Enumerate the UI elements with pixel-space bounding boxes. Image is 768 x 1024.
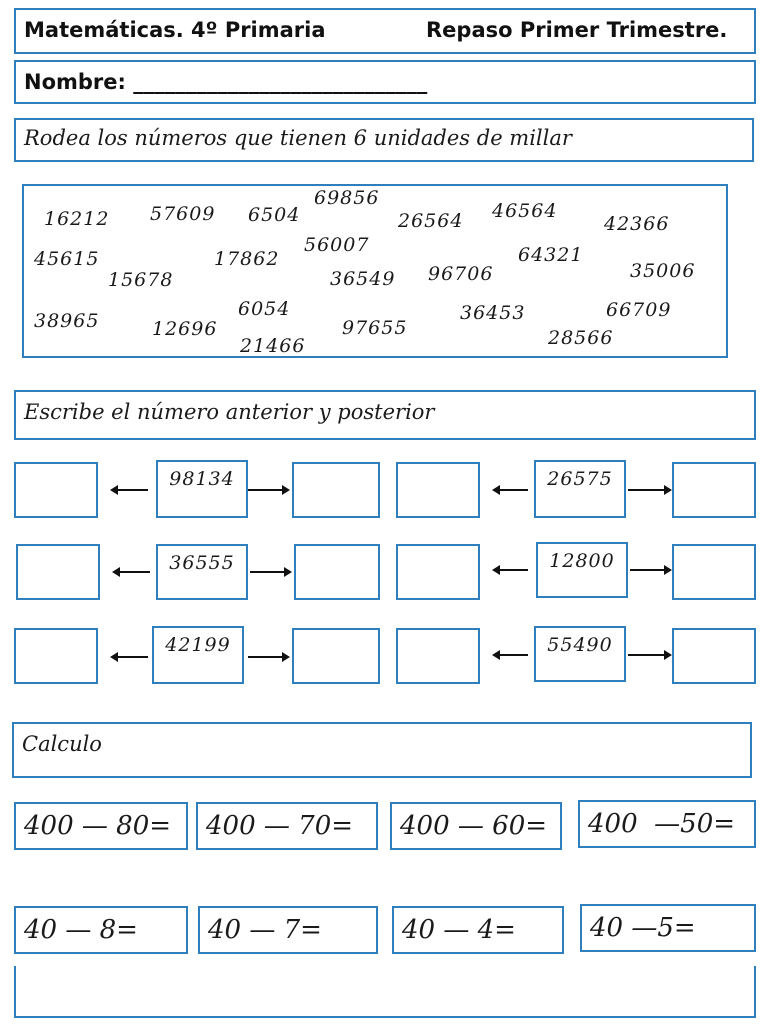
number-item: 35006 xyxy=(630,260,696,282)
given-number-box xyxy=(152,626,244,684)
number-item: 46564 xyxy=(492,200,558,222)
number-item: 16212 xyxy=(44,208,110,230)
number-item: 64321 xyxy=(518,244,584,266)
given-number: 42199 xyxy=(165,634,231,656)
section1-instruction: Rodea los números que tienen 6 unidades de millar xyxy=(24,126,572,150)
number-item: 96706 xyxy=(428,263,494,285)
given-number-box xyxy=(156,544,248,600)
number-item: 69856 xyxy=(314,187,380,209)
number-item: 36453 xyxy=(460,302,526,324)
number-item: 36549 xyxy=(330,268,396,290)
answer-box-previous[interactable] xyxy=(16,544,100,600)
answer-box-next[interactable] xyxy=(292,462,380,518)
calc-exercise: 400 — 70= xyxy=(196,802,378,850)
answer-box-next[interactable] xyxy=(294,544,380,600)
given-number-box xyxy=(534,460,626,518)
arrow-left xyxy=(494,654,528,656)
calc-exercise: 400 — 60= xyxy=(390,802,562,850)
given-number: 55490 xyxy=(547,634,613,656)
number-item: 26564 xyxy=(398,210,464,232)
worksheet-title: Repaso Primer Trimestre. xyxy=(426,18,728,42)
calc-exercise: 40 — 7= xyxy=(198,906,378,954)
given-number-box xyxy=(534,626,626,682)
number-item: 66709 xyxy=(606,299,672,321)
number-item: 6054 xyxy=(238,298,291,320)
number-item: 42366 xyxy=(604,213,670,235)
answer-box-previous[interactable] xyxy=(396,462,480,518)
arrow-left xyxy=(114,571,150,573)
name-label: Nombre: ____________________________ xyxy=(24,70,428,94)
answer-box-previous[interactable] xyxy=(14,462,98,518)
arrow-left xyxy=(494,489,528,491)
number-item: 57609 xyxy=(150,203,216,225)
given-number: 36555 xyxy=(169,552,235,574)
arrow-left xyxy=(494,569,528,571)
answer-box-previous[interactable] xyxy=(14,628,98,684)
number-item: 6504 xyxy=(248,204,301,226)
number-item: 21466 xyxy=(240,335,306,357)
number-item: 56007 xyxy=(304,234,370,256)
calc-exercise: 400 — 80= xyxy=(14,802,188,850)
arrow-left xyxy=(112,489,148,491)
arrow-right xyxy=(628,489,670,491)
answer-box-next[interactable] xyxy=(672,462,756,518)
number-item: 15678 xyxy=(108,269,174,291)
number-item: 38965 xyxy=(34,310,100,332)
number-item: 12696 xyxy=(152,318,218,340)
answer-box-previous[interactable] xyxy=(396,544,480,600)
calc-exercise: 40 —5= xyxy=(580,904,756,952)
calc-exercise: 40 — 8= xyxy=(14,906,188,954)
arrow-left xyxy=(112,656,148,658)
section1-instruction-box xyxy=(14,118,754,162)
number-item: 17862 xyxy=(214,248,280,270)
bottom-work-box xyxy=(14,966,756,1018)
calc-exercise: 40 — 4= xyxy=(392,906,564,954)
section2-instruction: Escribe el número anterior y posterior xyxy=(24,400,435,424)
given-number: 12800 xyxy=(549,550,615,572)
answer-box-next[interactable] xyxy=(672,544,756,600)
calc-exercise: 400 —50= xyxy=(578,800,756,848)
given-number: 98134 xyxy=(169,468,235,490)
number-item: 28566 xyxy=(548,327,614,349)
number-item: 45615 xyxy=(34,248,100,270)
answer-box-next[interactable] xyxy=(672,628,756,684)
section3-instruction: Calculo xyxy=(22,732,102,756)
given-number-box xyxy=(156,460,248,518)
arrow-right xyxy=(248,489,288,491)
answer-box-next[interactable] xyxy=(292,628,380,684)
section3-instruction-box xyxy=(12,722,752,778)
number-item: 97655 xyxy=(342,317,408,339)
arrow-right xyxy=(250,571,290,573)
subject-title: Matemáticas. 4º Primaria xyxy=(24,18,326,42)
arrow-right xyxy=(248,656,288,658)
answer-box-previous[interactable] xyxy=(396,628,480,684)
given-number: 26575 xyxy=(547,468,613,490)
given-number-box xyxy=(536,542,628,598)
arrow-right xyxy=(628,654,670,656)
arrow-right xyxy=(630,569,670,571)
section2-instruction-box xyxy=(14,390,756,440)
